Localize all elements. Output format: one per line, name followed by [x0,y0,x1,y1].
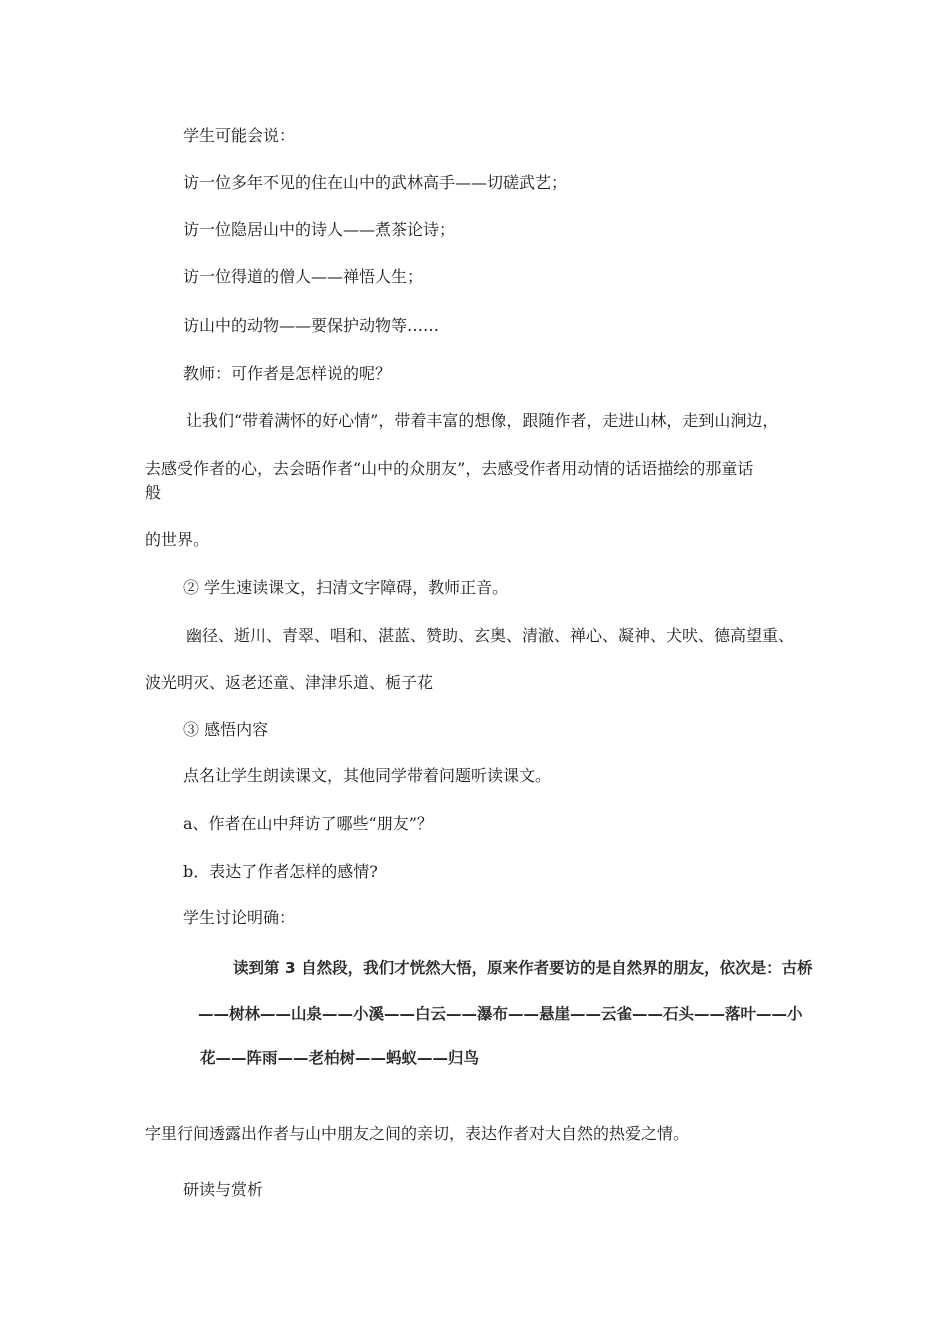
text-line: b．表达了作者怎样的感情? [183,862,378,881]
quote-line: 花——阵雨——老柏树——蚂蚁——归鸟 [200,1049,480,1067]
text-line: 访山中的动物——要保护动物等…… [183,316,440,335]
text-line: ② 学生速读课文，扫清文字障碍，教师正音。 [183,578,509,597]
text-line: a、作者在山中拜访了哪些“朋友”？ [183,814,433,833]
text-line: 访一位得道的僧人——禅悟人生； [183,267,424,286]
quote-line: 读到第 3 自然段，我们才恍然大悟，原来作者要访的是自然界的朋友，依次是：古桥 [233,959,813,977]
text-line: 让我们“带着满怀的好心情”，带着丰富的想像，跟随作者，走进山林，走到山涧边， [186,411,779,430]
text-line: 学生可能会说： [183,126,296,145]
text-line: 般 [145,483,162,502]
quote-line: ——树林——山泉——小溪——白云——瀑布——悬崖——云雀——石头——落叶——小 [198,1005,803,1023]
text-line: 访一位隐居山中的诗人——煮茶论诗； [183,220,456,239]
text-line: 的世界。 [145,530,210,549]
text-line: 学生讨论明确： [183,908,296,927]
text-line: 字里行间透露出作者与山中朋友之间的亲切，表达作者对大自然的热爱之情。 [145,1124,690,1143]
text-line: 幽径、逝川、青翠、唱和、湛蓝、赞助、玄奥、清澈、禅心、凝神、犬吠、德高望重、 [186,626,795,645]
section-heading: 研读与赏析 [183,1180,264,1199]
text-line: 教师：可作者是怎样说的呢？ [183,364,392,383]
text-line: ③ 感悟内容 [183,720,269,739]
text-line: 点名让学生朗读课文，其他同学带着问题听读课文。 [183,766,552,785]
text-line: 波光明灭、返老还童、津津乐道、栀子花 [145,673,434,692]
text-line: 去感受作者的心，去会晤作者“山中的众朋友”，去感受作者用动情的话语描绘的那童话 [145,459,754,478]
text-line: 访一位多年不见的住在山中的武林高手——切磋武艺； [183,173,568,192]
